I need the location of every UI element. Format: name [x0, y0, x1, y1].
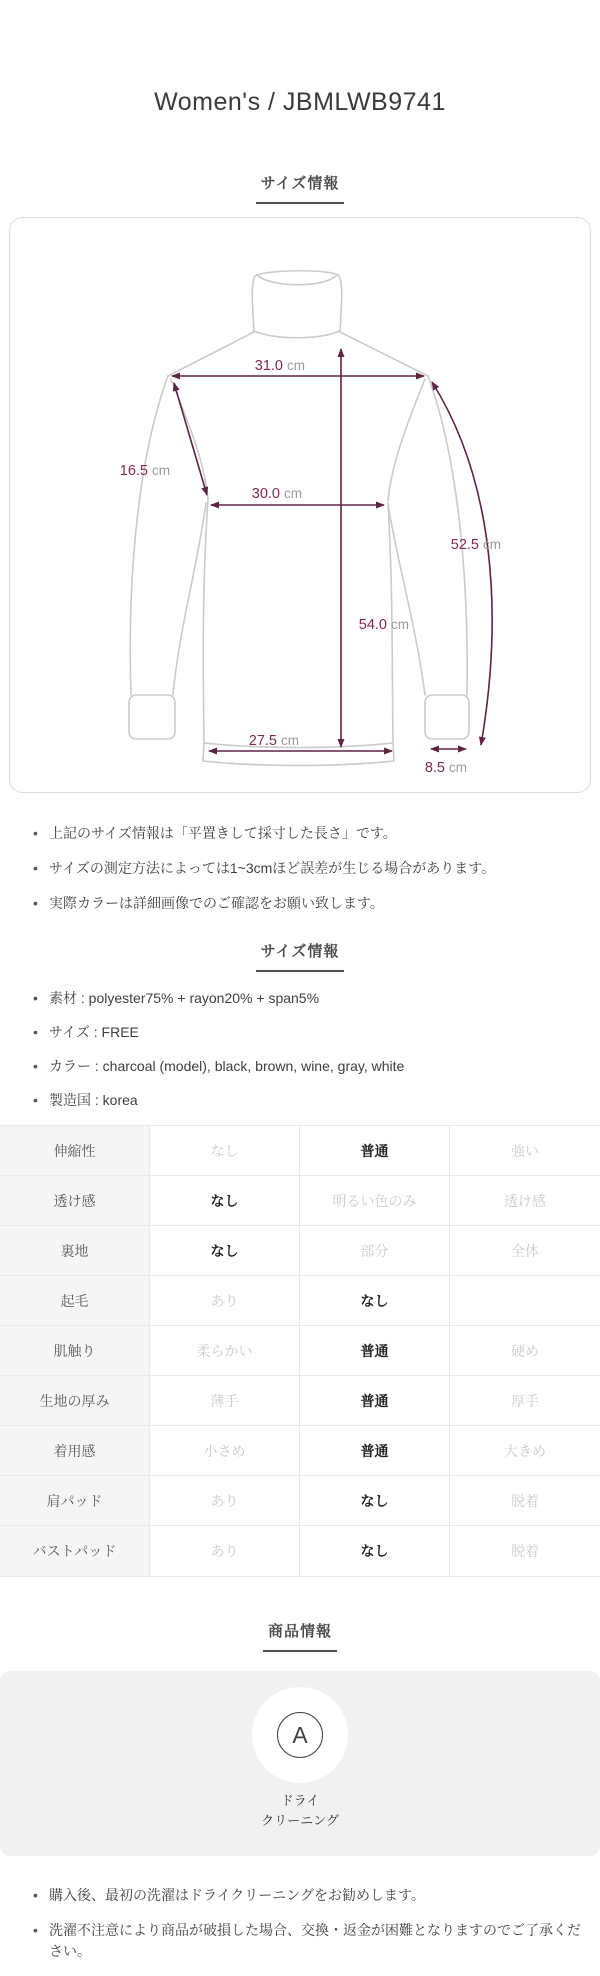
fabric-option: 柔らかい	[150, 1326, 300, 1375]
fabric-option-selected: 普通	[300, 1126, 450, 1175]
armhole-depth-unit: cm	[152, 463, 170, 478]
shoulder-width-unit: cm	[287, 358, 305, 373]
care-symbol-letter: A	[292, 1721, 308, 1748]
care-label-line1: ドライ	[280, 1793, 320, 1808]
armhole-depth-value: 16.5	[119, 463, 148, 479]
fabric-table-row	[0, 1526, 600, 1576]
fabric-option-selected: なし	[300, 1476, 450, 1525]
fabric-table-row	[0, 1276, 600, 1326]
product-info-heading	[0, 1620, 600, 1652]
fabric-option	[450, 1276, 600, 1325]
fabric-row-label: 伸縮性	[0, 1126, 150, 1175]
sleeve-length-value: 52.5	[450, 537, 479, 553]
size-info-item: • サイズ : FREE	[33, 1022, 582, 1043]
fabric-option: あり	[150, 1276, 300, 1325]
diagram-note-item: • 実際カラーは詳細画像でのご確認をお願い致します。	[33, 893, 582, 914]
fabric-option: あり	[150, 1476, 300, 1525]
product-note-item: • 購入後、最初の洗濯はドライクリーニングをお勧めします。	[33, 1885, 582, 1906]
fabric-table-row	[0, 1176, 600, 1226]
fabric-table-row	[0, 1376, 600, 1426]
fabric-option: 大きめ	[504, 1442, 546, 1459]
size-info-item: • カラー : charcoal (model), black, brown, wine, gray, white	[33, 1056, 582, 1077]
fabric-option: なし	[150, 1126, 300, 1175]
size-info-heading	[0, 940, 600, 972]
fabric-table-row	[0, 1476, 600, 1526]
fabric-row-label: 起毛	[0, 1276, 150, 1325]
care-symbol-label	[261, 1791, 339, 1831]
sweater-outline	[129, 271, 469, 766]
fabric-row-label: 着用感	[0, 1426, 150, 1475]
care-symbol-background	[252, 1687, 348, 1783]
product-info-heading-text: 商品情報	[263, 1620, 337, 1652]
chest-width-value: 30.0	[251, 486, 280, 502]
hem-width-value: 27.5	[248, 733, 277, 749]
fabric-table-row	[0, 1126, 600, 1176]
measurement-labels	[120, 358, 501, 776]
fabric-option: 硬め	[511, 1342, 539, 1359]
fabric-option-selected: なし	[150, 1226, 300, 1275]
diagram-note-item: • サイズの測定方法によっては1~3cmほど誤差が生じる場合があります。	[33, 858, 582, 879]
fabric-row-label: 生地の厚み	[0, 1376, 150, 1425]
sleeve-length-unit: cm	[483, 537, 501, 552]
cuff-width-unit: cm	[449, 760, 467, 775]
size-info-item: • 製造国 : korea	[33, 1090, 582, 1111]
fabric-row-label: 裏地	[0, 1226, 150, 1275]
fabric-row-label: 肌触り	[0, 1326, 150, 1375]
fabric-option: 部分	[300, 1226, 450, 1275]
measurement-lines	[172, 349, 492, 751]
total-length-unit: cm	[391, 617, 409, 632]
size-diagram-panel	[9, 217, 591, 793]
fabric-option: 透け感	[504, 1192, 546, 1209]
fabric-option-selected: 普通	[300, 1376, 450, 1425]
shoulder-width-value: 31.0	[254, 358, 283, 374]
fabric-option: あり	[150, 1526, 300, 1576]
size-diagram-heading	[0, 172, 600, 204]
care-instructions-panel	[0, 1671, 600, 1856]
fabric-table	[0, 1125, 600, 1577]
size-info-list	[0, 988, 600, 1111]
hem-width-unit: cm	[281, 733, 299, 748]
fabric-option: 強い	[511, 1142, 539, 1159]
sweater-measurement-diagram	[10, 218, 591, 793]
chest-width-unit: cm	[284, 486, 302, 501]
fabric-option: 明るい色のみ	[300, 1176, 450, 1225]
fabric-table-row	[0, 1326, 600, 1376]
fabric-option-selected: なし	[300, 1526, 450, 1576]
dry-clean-a-icon	[277, 1712, 323, 1758]
cuff-width-value: 8.5	[424, 760, 445, 776]
size-info-item: • 素材 : polyester75% + rayon20% + span5%	[33, 988, 582, 1009]
fabric-option: 全体	[511, 1242, 539, 1259]
total-length-value: 54.0	[358, 617, 387, 633]
fabric-option-selected: 普通	[300, 1426, 450, 1475]
product-note-item: • 洗濯不注意により商品が破損した場合、交換・返金が困難となりますのでご了承ください。	[33, 1920, 582, 1962]
product-notes-list	[0, 1885, 600, 1962]
fabric-option: 小さめ	[150, 1426, 300, 1475]
diagram-notes-list	[0, 823, 600, 914]
fabric-option-selected: 普通	[300, 1326, 450, 1375]
size-info-heading-text: サイズ情報	[256, 940, 345, 972]
fabric-row-label: 透け感	[0, 1176, 150, 1225]
fabric-option: 厚手	[511, 1392, 539, 1409]
care-label-line2: クリーニング	[261, 1813, 339, 1828]
diagram-note-item: • 上記のサイズ情報は「平置きして採寸した長さ」です。	[33, 823, 582, 844]
fabric-row-label: 肩パッド	[0, 1476, 150, 1525]
page-title: Women's / JBMLWB9741	[154, 88, 446, 116]
size-diagram-heading-text: サイズ情報	[256, 172, 345, 204]
fabric-option: 脱着	[511, 1543, 539, 1559]
fabric-option: 脱着	[511, 1492, 539, 1509]
fabric-table-row	[0, 1426, 600, 1476]
fabric-table-row	[0, 1226, 600, 1276]
fabric-option-selected: なし	[150, 1176, 300, 1225]
fabric-option: 薄手	[150, 1376, 300, 1425]
fabric-option-selected: なし	[300, 1276, 450, 1325]
fabric-row-label: バストパッド	[0, 1526, 150, 1576]
product-detail-page	[0, 88, 600, 1962]
